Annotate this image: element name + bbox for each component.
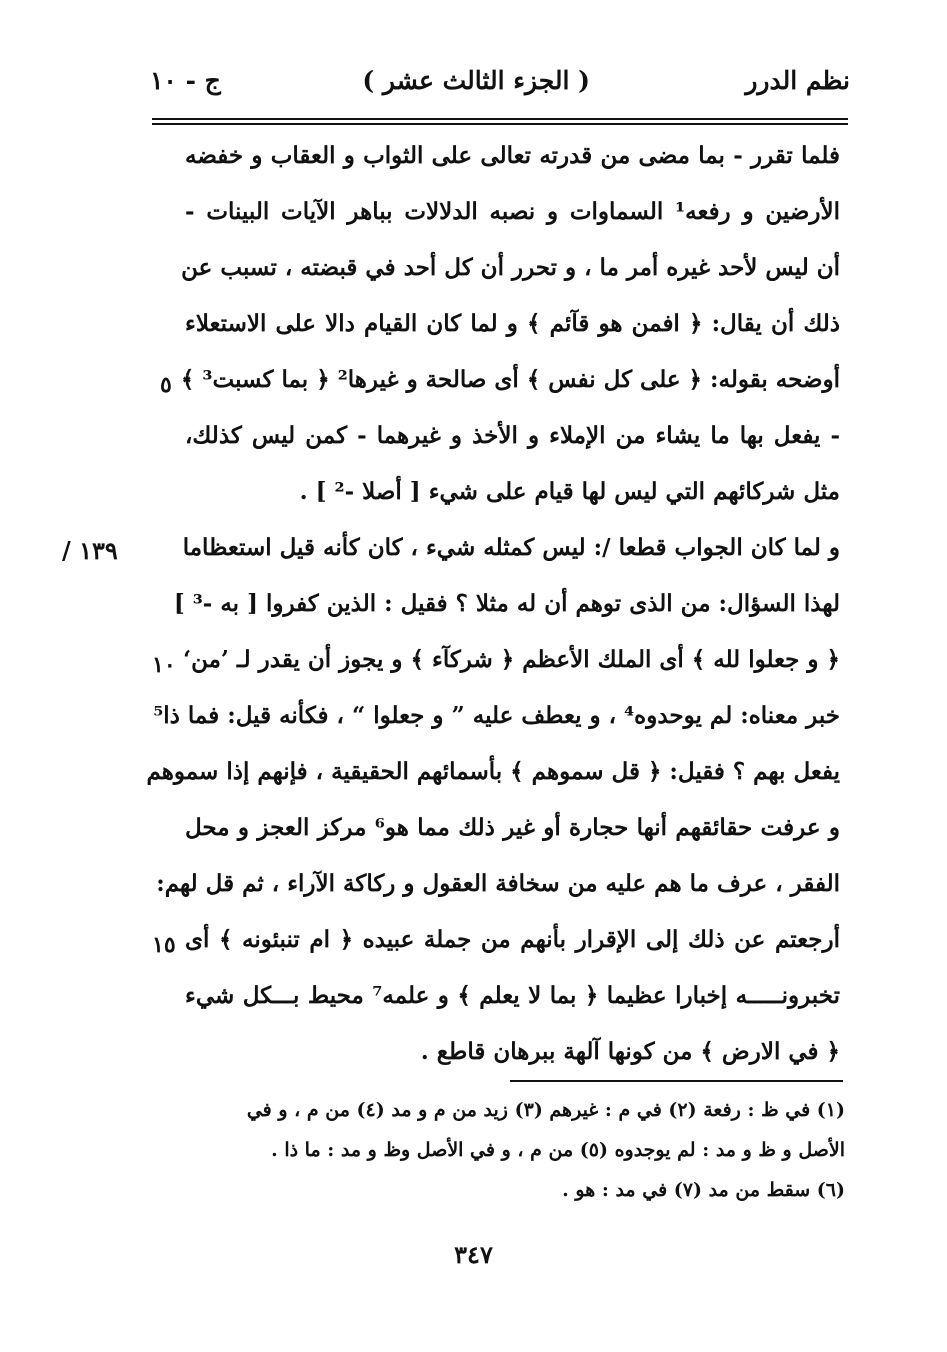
text-line: - يفعل بها ما يشاء من الإملاء و الأخذ و غيرهما - كمن ليس كذلك، xyxy=(185,422,840,449)
footnotes xyxy=(185,1090,845,1210)
text-line: الفقر ، عرف ما هم عليه من سخافة العقول و ركاكة الآراء ، ثم قل لهم: xyxy=(156,870,840,897)
text-line: ﴿ و جعلوا لله ﴾ أى الملك الأعظم ﴿ شركآء ﴾ و يجوز أن يقدر لـ ’من‘ xyxy=(183,646,840,673)
page-number: ٣٤٧ xyxy=(454,1240,493,1269)
text-line: أوضحه بقوله: ﴿ على كل نفس ﴾ أى صالحة و غيرها² ﴿ بما كسبت³ ﴾ xyxy=(180,366,840,393)
manuscript-folio-reference: ١٣٩ / xyxy=(62,536,118,565)
line-number-10: ١٠ xyxy=(152,652,176,678)
line-number-5: ٥ xyxy=(160,372,172,398)
text-line: فلما تقرر - بما مضى من قدرته تعالى على الثواب و العقاب و خفضه xyxy=(185,142,840,169)
text-line: مثل شركائهم التي ليس لها قيام على شيء [ أصلا -² ] . xyxy=(299,478,840,505)
volume-label: ج - ١٠ xyxy=(150,66,221,95)
footnote-line: (١) في ظ : رفعة (٢) في م : غيرهم (٣) زيد من م و مد (٤) من م ، و في xyxy=(246,1099,845,1121)
part-title: ( الجزء الثالث عشر ) xyxy=(362,66,590,95)
text-line: ﴿ في الارض ﴾ من كونها آلهة ببرهان قاطع . xyxy=(420,1038,840,1065)
book-title: نظم الدرر xyxy=(745,66,850,95)
text-line: أن ليس لأحد غيره أمر ما ، و تحرر أن كل أحد في قبضته ، تسبب عن xyxy=(181,254,840,281)
text-line: لهذا السؤال: من الذى توهم أن له مثلا ؟ فقيل : الذين كفروا [ به -³ ] xyxy=(173,590,840,617)
text-line: ذلك أن يقال: ﴿ افمن هو قآئم ﴾ و لما كان القيام دالا على الاستعلاء xyxy=(185,310,840,337)
text-line: و عرفت حقائقهم أنها حجارة أو غير ذلك مما هو⁶ مركز العجز و محل xyxy=(185,814,841,841)
text-line: الأرضين و رفعه¹ السماوات و نصبه الدلالات بباهر الآيات البينات - xyxy=(185,198,840,225)
line-number-15: ١٥ xyxy=(152,932,176,958)
text-line: يفعل بهم ؟ فقيل: ﴿ قل سموهم ﴾ بأسمائهم الحقيقية ، فإنهم إذا سموهم xyxy=(146,758,840,785)
text-line: و لما كان الجواب قطعا /: ليس كمثله شيء ، كان كأنه قيل استعظاما xyxy=(182,534,840,561)
footnote-line: الأصل و ظ و مد : لم يوجدوه (٥) من م ، و في الأصل وظ و مد : ما ذا . xyxy=(271,1139,845,1161)
header-rule-top xyxy=(152,118,848,120)
text-line: خبر معناه: لم يوحدوه⁴ ، و يعطف عليه ” و جعلوا “ ، فكأنه قيل: فما ذا⁵ xyxy=(153,702,840,729)
header-rule-bottom xyxy=(152,123,848,125)
running-header xyxy=(150,62,850,106)
footnote-separator xyxy=(510,1080,843,1082)
footnote-line: (٦) سقط من مد (٧) في مد : هو . xyxy=(562,1179,845,1201)
text-line: أرجعتم عن ذلك إلى الإقرار بأنهم من جملة عبيده ﴿ ام تنبئونه ﴾ أى xyxy=(185,926,840,953)
text-line: تخبرونـــــه إخبارا عظيما ﴿ بما لا يعلم ﴾ و علمه⁷ محيط بـــكل شيء xyxy=(185,982,840,1009)
